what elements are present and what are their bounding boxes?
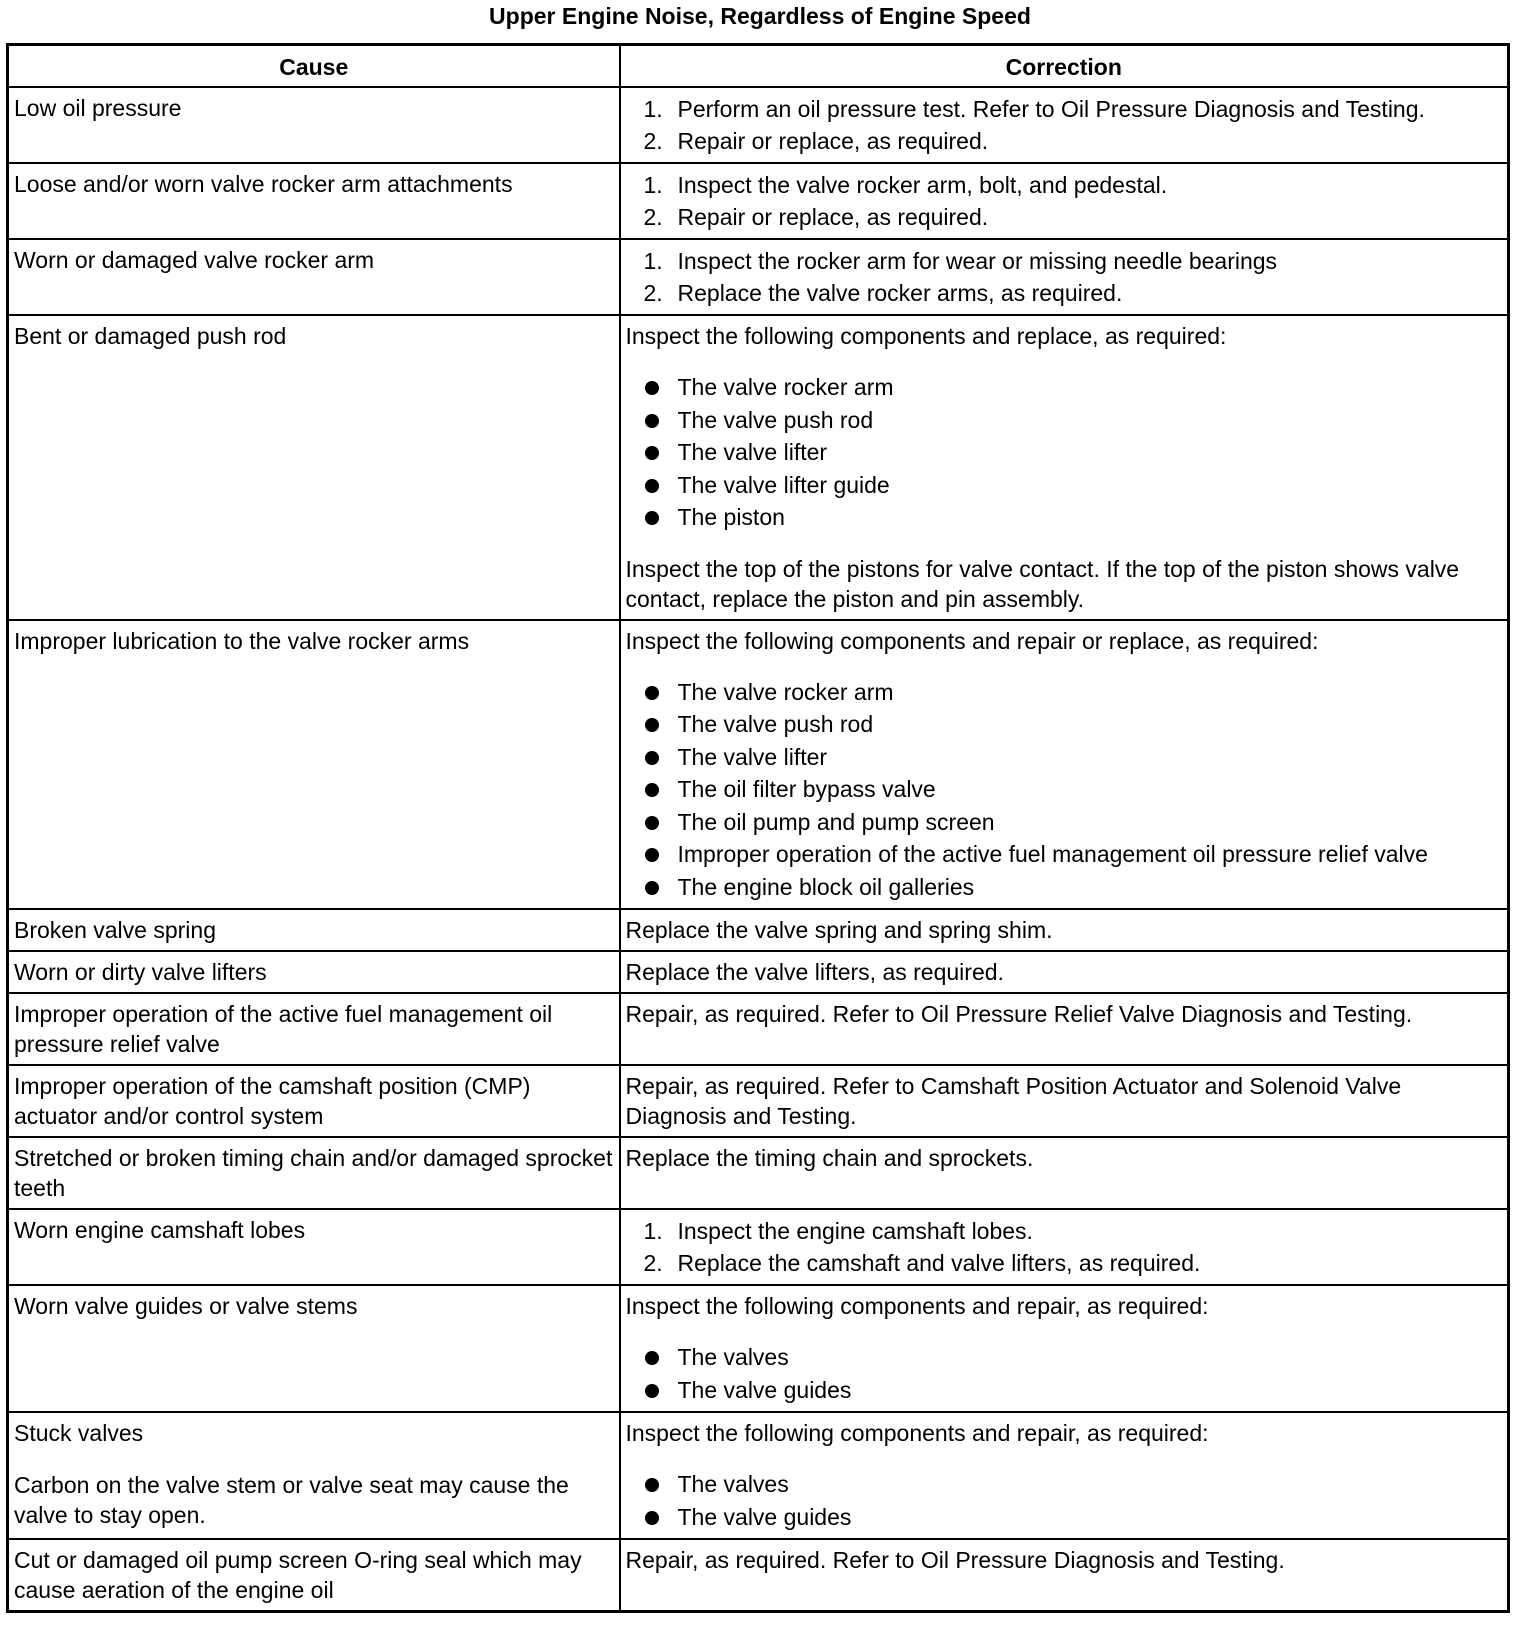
- component-text: The valve lifter guide: [677, 471, 890, 498]
- cause-text: Improper operation of the active fuel management oil pressure relief valve: [14, 1001, 553, 1057]
- correction-cell: [620, 315, 1509, 620]
- bullet-icon: [645, 848, 659, 862]
- cause-text: Worn or dirty valve lifters: [14, 959, 267, 985]
- correction-cell: [620, 1412, 1509, 1539]
- cause-cell: [8, 620, 620, 910]
- component-list-item: [626, 371, 1503, 404]
- correction-column-header: Correction: [620, 45, 1509, 88]
- correction-step: [626, 201, 1503, 233]
- correction-steps-list: [626, 245, 1503, 309]
- cause-cell: [8, 1209, 620, 1285]
- bullet-icon: [645, 1384, 659, 1398]
- table-row: [8, 1412, 1509, 1539]
- correction-cell: [620, 87, 1509, 163]
- component-list-item: [626, 436, 1503, 469]
- table-row: [8, 951, 1509, 993]
- correction-text: Repair, as required. Refer to Oil Pressure Diagnosis and Testing.: [625, 1547, 1285, 1573]
- correction-cell: [620, 239, 1509, 315]
- component-text: The piston: [677, 504, 785, 530]
- step-text: Inspect the engine camshaft lobes.: [677, 1218, 1033, 1244]
- correction-cell: [620, 1065, 1509, 1137]
- table-row: [8, 1539, 1509, 1612]
- bullet-icon: [645, 381, 659, 395]
- step-number: 1.: [643, 248, 663, 274]
- correction-step: [626, 93, 1503, 125]
- bullet-icon: [645, 816, 659, 830]
- bullet-icon: [645, 1478, 659, 1492]
- correction-step: [626, 125, 1503, 157]
- table-row: [8, 1065, 1509, 1137]
- table-row: [8, 1137, 1509, 1209]
- table-row: [8, 620, 1509, 910]
- component-text: The valve lifter: [677, 743, 828, 770]
- correction-text: Replace the timing chain and sprockets.: [625, 1145, 1034, 1171]
- cause-cell: [8, 315, 620, 620]
- correction-cell: [620, 1209, 1509, 1285]
- cause-text: Stretched or broken timing chain and/or damaged sprocket teeth: [14, 1145, 613, 1201]
- component-list-item: [626, 708, 1503, 741]
- correction-step: [626, 1215, 1503, 1247]
- cause-cell: [8, 993, 620, 1065]
- component-list-item: [626, 773, 1503, 806]
- correction-cell: [620, 1285, 1509, 1412]
- step-number: 1.: [643, 172, 663, 198]
- step-text: Perform an oil pressure test. Refer to Oil Pressure Diagnosis and Testing.: [677, 96, 1425, 122]
- table-row: [8, 1285, 1509, 1412]
- bullet-icon: [645, 446, 659, 460]
- component-text: The valves: [677, 1344, 789, 1370]
- correction-text: Replace the valve spring and spring shim.: [625, 917, 1053, 943]
- cause-cell: [8, 1285, 620, 1412]
- correction-step: [626, 169, 1503, 201]
- table-row: [8, 87, 1509, 163]
- bullet-icon: [645, 511, 659, 525]
- cause-text: Improper lubrication to the valve rocker arms: [14, 627, 470, 654]
- step-number: 2.: [643, 128, 663, 154]
- cause-text: Cut or damaged oil pump screen O-ring seal which may cause aeration of the engine oil: [14, 1547, 582, 1603]
- component-list: [626, 1468, 1503, 1533]
- cause-text: Worn valve guides or valve stems: [14, 1293, 358, 1319]
- cause-text: Improper operation of the camshaft position (CMP) actuator and/or control system: [14, 1073, 531, 1129]
- correction-steps-list: [626, 93, 1503, 157]
- step-number: 1.: [643, 1218, 663, 1244]
- step-text: Repair or replace, as required.: [677, 204, 989, 230]
- step-number: 1.: [643, 96, 663, 122]
- table-row: [8, 1209, 1509, 1285]
- component-text: The valve guides: [677, 1503, 852, 1530]
- correction-step: [626, 245, 1503, 277]
- component-list: [626, 676, 1503, 904]
- component-list-item: [626, 404, 1503, 437]
- cause-cell: [8, 909, 620, 951]
- component-text: The oil filter bypass valve: [677, 776, 936, 802]
- component-text: The valves: [677, 1471, 789, 1497]
- bullet-icon: [645, 686, 659, 700]
- component-text: Improper operation of the active fuel management oil pressure relief valve: [677, 841, 1428, 867]
- cause-text: Stuck valves: [14, 1420, 144, 1446]
- correction-cell: [620, 993, 1509, 1065]
- component-list-item: [626, 469, 1503, 502]
- correction-text: Replace the valve lifters, as required.: [625, 959, 1004, 985]
- bullet-icon: [645, 751, 659, 765]
- step-number: 2.: [643, 1250, 663, 1276]
- cause-column-header: Cause: [8, 45, 620, 88]
- cause-text: Low oil pressure: [14, 95, 182, 121]
- table-row: [8, 315, 1509, 620]
- component-list-item: [626, 806, 1503, 839]
- cause-text: Carbon on the valve stem or valve seat may cause the valve to stay open.: [14, 1472, 569, 1528]
- component-text: The valve lifter: [677, 439, 828, 465]
- step-number: 2.: [643, 280, 663, 306]
- correction-cell: [620, 909, 1509, 951]
- correction-intro: Inspect the following components and repair, as required:: [625, 1293, 1209, 1319]
- table-row: [8, 909, 1509, 951]
- cause-cell: [8, 1137, 620, 1209]
- component-text: The valve push rod: [677, 711, 874, 737]
- step-text: Repair or replace, as required.: [677, 128, 989, 154]
- component-list-item: [626, 1501, 1503, 1534]
- cause-cell: [8, 87, 620, 163]
- correction-text: Repair, as required. Refer to Oil Pressure Relief Valve Diagnosis and Testing.: [625, 1001, 1413, 1027]
- step-number: 2.: [643, 204, 663, 230]
- component-list-item: [626, 838, 1503, 871]
- table-header-row: [8, 45, 1509, 88]
- component-text: The valve rocker arm: [677, 678, 894, 705]
- cause-cell: [8, 163, 620, 239]
- bullet-icon: [645, 414, 659, 428]
- correction-cell: [620, 1137, 1509, 1209]
- component-list-item: [626, 1341, 1503, 1374]
- component-list-item: [626, 1468, 1503, 1501]
- cause-text: Loose and/or worn valve rocker arm attachments: [14, 171, 513, 197]
- component-list-item: [626, 871, 1503, 904]
- diagnosis-table: [6, 43, 1510, 1613]
- step-text: Replace the camshaft and valve lifters, as required.: [677, 1250, 1201, 1276]
- cause-cell: [8, 1412, 620, 1539]
- table-row: [8, 163, 1509, 239]
- component-list-item: [626, 1374, 1503, 1407]
- correction-steps-list: [626, 169, 1503, 233]
- component-text: The valve rocker arm: [677, 374, 894, 400]
- component-text: The engine block oil galleries: [677, 873, 975, 900]
- component-list-item: [626, 741, 1503, 774]
- correction-intro: Inspect the following components and replace, as required:: [625, 323, 1227, 349]
- correction-step: [626, 1247, 1503, 1279]
- component-text: The valve push rod: [677, 406, 874, 433]
- cause-cell: [8, 1539, 620, 1612]
- table-row: [8, 993, 1509, 1065]
- bullet-icon: [645, 783, 659, 797]
- bullet-icon: [645, 1351, 659, 1365]
- cause-cell: [8, 239, 620, 315]
- correction-steps-list: [626, 1215, 1503, 1279]
- cause-text: Worn engine camshaft lobes: [14, 1217, 306, 1243]
- correction-intro: Inspect the following components and repair or replace, as required:: [625, 627, 1319, 654]
- cause-cell: [8, 951, 620, 993]
- step-text: Replace the valve rocker arms, as required.: [677, 280, 1123, 306]
- correction-text: Repair, as required. Refer to Camshaft Position Actuator and Solenoid Valve Diagnosis and Testing.: [625, 1073, 1402, 1129]
- bullet-icon: [645, 718, 659, 732]
- correction-cell: [620, 1539, 1509, 1612]
- component-list: [626, 371, 1503, 534]
- component-list-item: [626, 676, 1503, 709]
- correction-cell: [620, 163, 1509, 239]
- component-text: The valve guides: [677, 1376, 852, 1403]
- cause-text: Worn or damaged valve rocker arm: [14, 247, 375, 273]
- bullet-icon: [645, 1511, 659, 1525]
- correction-intro: Inspect the following components and repair, as required:: [625, 1420, 1209, 1446]
- step-text: Inspect the valve rocker arm, bolt, and pedestal.: [677, 172, 1168, 198]
- bullet-icon: [645, 479, 659, 493]
- table-body: [8, 87, 1509, 1612]
- page-title: Upper Engine Noise, Regardless of Engine Speed: [489, 3, 1031, 29]
- bullet-icon: [645, 881, 659, 895]
- component-list: [626, 1341, 1503, 1406]
- component-text: The oil pump and pump screen: [677, 808, 995, 835]
- table-row: [8, 239, 1509, 315]
- correction-cell: [620, 951, 1509, 993]
- correction-step: [626, 277, 1503, 309]
- cause-text: Broken valve spring: [14, 917, 216, 943]
- component-list-item: [626, 501, 1503, 534]
- cause-text: Bent or damaged push rod: [14, 323, 287, 349]
- step-text: Inspect the rocker arm for wear or missing needle bearings: [677, 248, 1278, 274]
- cause-cell: [8, 1065, 620, 1137]
- correction-cell: [620, 620, 1509, 910]
- correction-note: Inspect the top of the pistons for valve contact. If the top of the piston shows valve contact, replace the piston and pin assembly.: [625, 555, 1460, 612]
